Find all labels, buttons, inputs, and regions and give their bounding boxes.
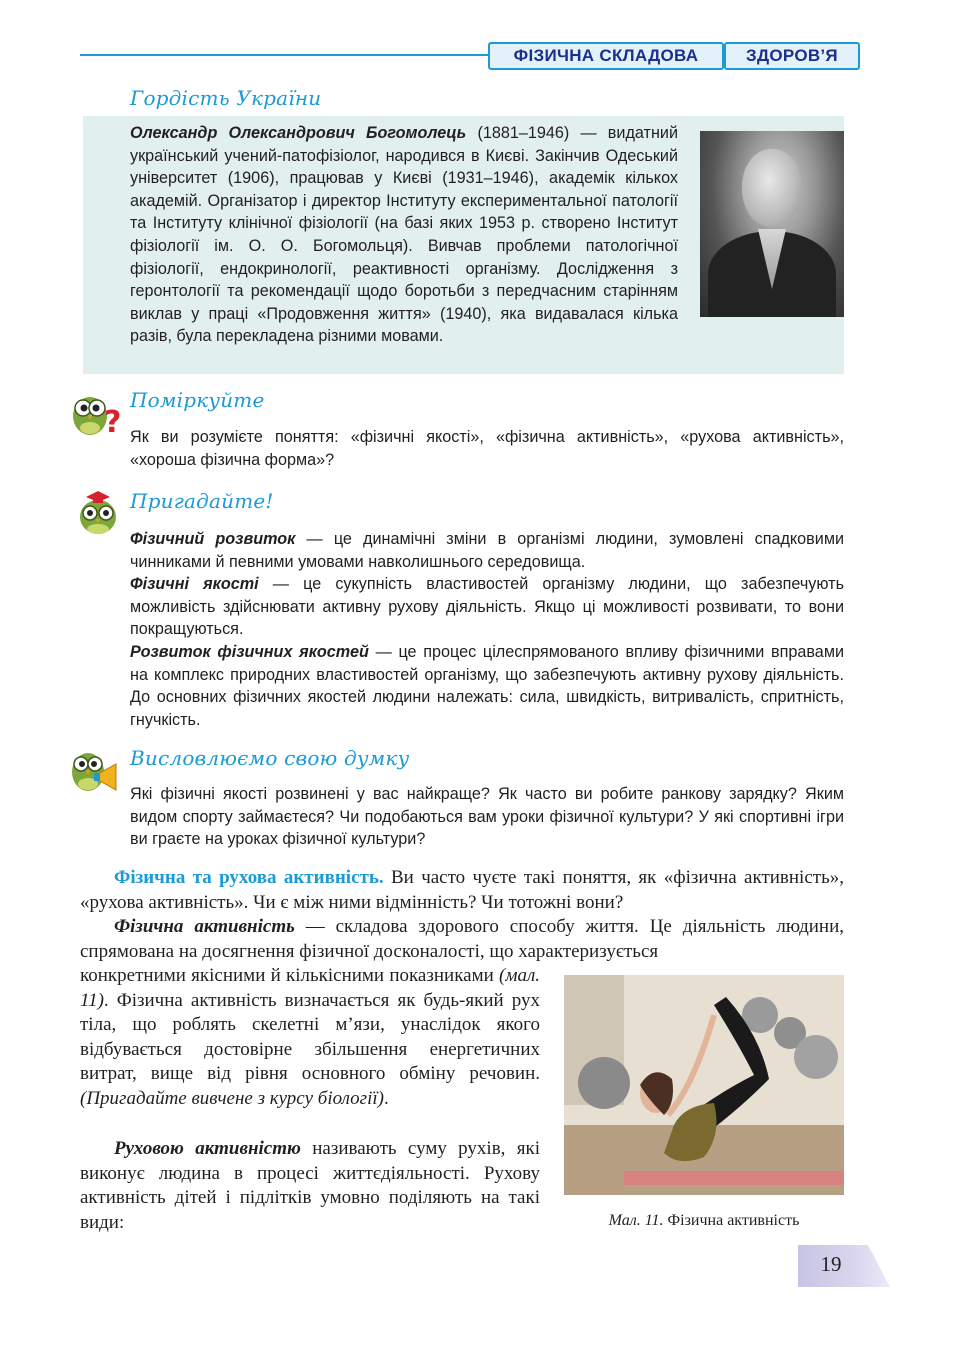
figure-reference: (мал. 11) bbox=[80, 965, 540, 1011]
figure-caption bbox=[564, 1212, 844, 1230]
biology-note: (Пригадайте вивчене з курсу біології) bbox=[80, 1087, 384, 1109]
portrait-photo bbox=[700, 131, 844, 317]
definition-text: — це процес цілеспрямованого впливу фізичними вправами на комплекс природних властивостей організму, що забезпечують активну рухову діяльність. До основних фізичних якостей людини належать: сила, швидкість, витривалість, спритність, гнучкість. bbox=[130, 642, 844, 729]
think-title: Поміркуйте bbox=[130, 388, 265, 412]
paragraph-physical-activity-cont bbox=[80, 964, 540, 1112]
paragraph-text: — складова здорового способу життя. Це діяльність людини, спрямована на досягнення фізичної досконалості, що характеризується bbox=[80, 916, 844, 962]
paragraph-lead: Фізична та рухова активність. bbox=[114, 867, 384, 888]
paragraph-term: Руховою активністю bbox=[114, 1138, 301, 1159]
biography-text bbox=[130, 122, 678, 348]
definition-term: Розвиток фізичних якостей bbox=[130, 642, 369, 661]
opinion-title: Висловлюємо свою думку bbox=[130, 746, 410, 770]
opinion-text: Які фізичні якості розвинені у вас найкраще? Як часто ви робите ранкову зарядку? Яким видом спорту займаєтеся? Чи подобаються вам уроки фізичної культури? У які спортивні ігри ви граєте на уроках фізичної культури? bbox=[130, 785, 844, 849]
paragraph-text: конкретними якісними й кількісними показниками bbox=[80, 965, 499, 986]
header-title-part1: ФІЗИЧНА СКЛАДОВА bbox=[488, 42, 724, 70]
biography-body: (1881–1946) — видатний український учений-патофізіолог, народився в Києві. Закінчив Одеський університет (1906), працював у Києві (1931–1946), академік кількох академій. Організатор і директор Інституту експериментальної патології та Інституту клінічної фізіології (на базі яких 1953 р. створено Інститут фізіології ім. О. О. Богомольця). Вивчав проблеми патологічної фізіології, ендокринології, реактивності організму. Дослідження з геронтології та рекомендації щодо боротьби з передчасним старінням виклав у праці «Продовження життя» (1940), яка видавалася кілька разів, була перекладена різними мовами. bbox=[130, 124, 678, 346]
figure-caption-number: Мал. 11. bbox=[608, 1212, 664, 1229]
definition-item bbox=[130, 528, 844, 573]
page-number: 19 bbox=[820, 1252, 842, 1276]
owl-megaphone-icon bbox=[70, 744, 122, 794]
paragraph-text: . bbox=[383, 1087, 389, 1109]
paragraph-text: Ви часто чуєте такі поняття, як «фізична активність», «рухова активність». Чи є між ними відмінність? Чи тотожні вони? bbox=[80, 867, 844, 913]
definition-text: — це динамічні зміни в організмі людини, зумовлені спадковими чинниками й певними умовами навколишнього середовища. bbox=[130, 530, 844, 571]
pride-title: Гордість України bbox=[130, 86, 322, 110]
figure-photo bbox=[564, 975, 844, 1195]
biography-name: Олександр Олександрович Богомолець bbox=[130, 124, 467, 142]
definition-item bbox=[130, 573, 844, 641]
paragraph-text: . Фізична активність визначається як будь-який рух тіла, що роблять скелетні м’язи, унаслідок якого відбувається достовірне збільшення енергетичних витрат, вище від рівня основного обміну речовин. bbox=[80, 989, 540, 1085]
remember-title: Пригадайте! bbox=[130, 489, 274, 513]
think-text: Як ви розумієте поняття: «фізичні якості», «фізична активність», «рухова активність», «хороша фізична форма»? bbox=[130, 428, 844, 469]
definition-term: Фізичні якості bbox=[130, 575, 259, 594]
svg-text:?: ? bbox=[104, 405, 122, 438]
definition-item bbox=[130, 641, 844, 731]
owl-question-icon bbox=[70, 388, 122, 438]
remember-list bbox=[130, 528, 844, 731]
paragraph-physical-activity bbox=[80, 915, 844, 964]
definition-term: Фізичний розвиток bbox=[130, 530, 296, 548]
definition-text: — це сукупність властивостей організму людини, що забезпечують можливість здійснювати активну рухову діяльність. Якщо ці можливості розвивати, то вони покращуються. bbox=[130, 575, 845, 639]
paragraph-text: називають суму рухів, які виконує людина в процесі життєдіяльності. Рухову активність дітей і підлітків умовно поділяють на такі види: bbox=[80, 1138, 541, 1233]
paragraph-motor-activity bbox=[80, 1137, 540, 1235]
owl-graduate-icon bbox=[74, 485, 122, 535]
figure-caption-text: Фізична активність bbox=[663, 1212, 800, 1229]
paragraph-activity-intro bbox=[80, 866, 844, 915]
paragraph-term: Фізична активність bbox=[114, 916, 295, 937]
header-rule bbox=[80, 54, 490, 56]
header-title-part2: ЗДОРОВ’Я bbox=[724, 42, 860, 70]
